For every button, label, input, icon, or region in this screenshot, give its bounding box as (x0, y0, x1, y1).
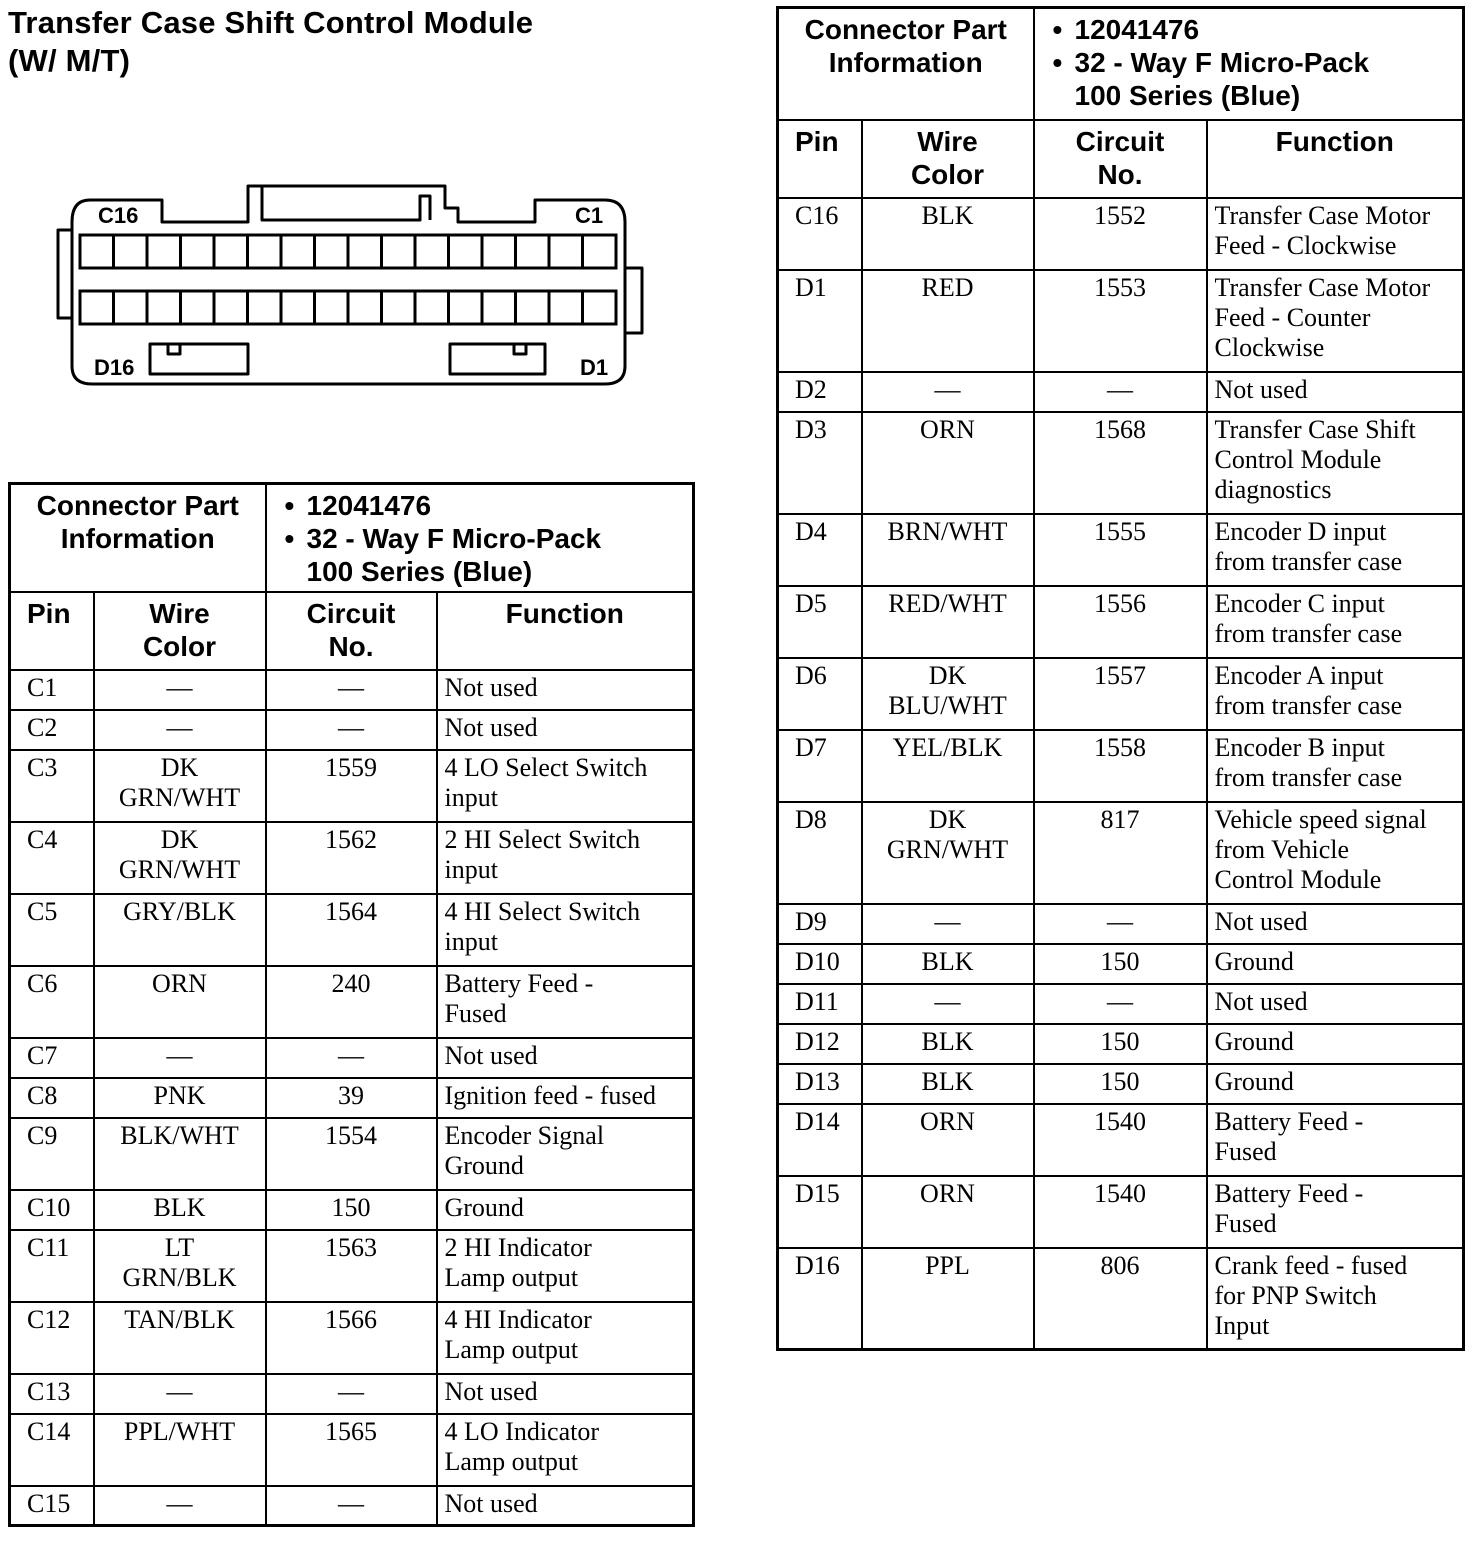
wire-color-cell: — (94, 1038, 266, 1078)
label-d1: D1 (580, 355, 609, 380)
upper-cavity (80, 235, 114, 268)
circuit-cell: 150 (1034, 944, 1207, 984)
circuit-cell: — (266, 1038, 437, 1078)
connector-info-value (266, 484, 694, 592)
function-cell: Encoder B input from transfer case (1207, 730, 1464, 802)
wire-color-cell: DK GRN/WHT (94, 750, 266, 822)
function-cell: Not used (1207, 904, 1464, 944)
table-row (10, 1302, 694, 1374)
circuit-cell: 1562 (266, 822, 437, 894)
function-cell: Not used (437, 1486, 694, 1526)
wire-color-cell: — (862, 984, 1034, 1024)
function-cell: Encoder Signal Ground (437, 1118, 694, 1190)
function-cell: Ignition feed - fused (437, 1078, 694, 1118)
table-row (778, 514, 1464, 586)
function-cell: Not used (437, 670, 694, 710)
pin-cell: D9 (778, 904, 862, 944)
table-row (10, 1190, 694, 1230)
function-cell: Battery Feed - Fused (437, 966, 694, 1038)
upper-cavity (415, 235, 449, 268)
connector-description-1: • 32 - Way F Micro-Pack (307, 522, 693, 555)
wire-color-cell: BLK/WHT (94, 1118, 266, 1190)
wire-color-cell: TAN/BLK (94, 1302, 266, 1374)
pinout-table-left (8, 482, 695, 1527)
wire-color-cell: PNK (94, 1078, 266, 1118)
column-header-function: Function (437, 592, 694, 670)
wire-color-cell: PPL/WHT (94, 1414, 266, 1486)
pin-cell: D14 (778, 1104, 862, 1176)
table-row (778, 802, 1464, 904)
title-line-1: Transfer Case Shift Control Module (8, 5, 534, 40)
circuit-cell: — (266, 1374, 437, 1414)
pin-cell: D4 (778, 514, 862, 586)
wire-color-cell: ORN (862, 412, 1034, 514)
function-cell: Not used (437, 1038, 694, 1078)
lower-cavity (348, 291, 382, 324)
pin-cell: D15 (778, 1176, 862, 1248)
wire-color-cell: — (94, 1374, 266, 1414)
upper-cavity-row (80, 235, 616, 268)
wire-color-cell: RED/WHT (862, 586, 1034, 658)
column-header-pin: Pin (778, 120, 862, 198)
circuit-cell: 1553 (1034, 270, 1207, 372)
pin-cell: C5 (10, 894, 94, 966)
table-row (778, 586, 1464, 658)
circuit-cell: 1556 (1034, 586, 1207, 658)
upper-cavity (181, 235, 215, 268)
connector-description-2: 100 Series (Blue) (1074, 80, 1301, 111)
wire-color-cell: — (94, 670, 266, 710)
circuit-cell: — (1034, 372, 1207, 412)
upper-cavity (281, 235, 315, 268)
table-row (778, 1176, 1464, 1248)
upper-cavity (516, 235, 550, 268)
lower-cavity (114, 291, 148, 324)
pin-cell: C16 (778, 198, 862, 270)
pin-cell: C13 (10, 1374, 94, 1414)
table-row (10, 1118, 694, 1190)
wire-color-cell: BLK (862, 1064, 1034, 1104)
wire-color-cell: RED (862, 270, 1034, 372)
function-cell: 2 HI Select Switch input (437, 822, 694, 894)
table-row (778, 1064, 1464, 1104)
pin-cell: C12 (10, 1302, 94, 1374)
pin-cell: C1 (10, 670, 94, 710)
function-cell: Transfer Case Shift Control Module diagnostics (1207, 412, 1464, 514)
circuit-cell: — (266, 670, 437, 710)
pin-cell: C10 (10, 1190, 94, 1230)
table-row (778, 904, 1464, 944)
function-cell: 4 LO Indicator Lamp output (437, 1414, 694, 1486)
pinout-table-right (776, 6, 1465, 1351)
circuit-cell: — (1034, 984, 1207, 1024)
table-row (10, 966, 694, 1038)
table-row (778, 944, 1464, 984)
wire-color-cell: PPL (862, 1248, 1034, 1350)
pin-cell: C2 (10, 710, 94, 750)
wire-color-cell: BLK (862, 1024, 1034, 1064)
left-side-tab (58, 230, 72, 318)
table-row (10, 750, 694, 822)
wire-color-cell: DK GRN/WHT (862, 802, 1034, 904)
function-cell: Ground (1207, 1064, 1464, 1104)
pin-cell: D10 (778, 944, 862, 984)
function-cell: 2 HI Indicator Lamp output (437, 1230, 694, 1302)
table-row (10, 1374, 694, 1414)
lower-cavity (516, 291, 550, 324)
circuit-cell: 1540 (1034, 1104, 1207, 1176)
pin-cell: D12 (778, 1024, 862, 1064)
table-row (10, 1078, 694, 1118)
wire-color-cell: ORN (862, 1176, 1034, 1248)
circuit-cell: 1568 (1034, 412, 1207, 514)
upper-cavity (147, 235, 181, 268)
pin-cell: C15 (10, 1486, 94, 1526)
table-row (778, 1024, 1464, 1064)
left-table-body (10, 670, 694, 1526)
title-line-2: (W/ M/T) (8, 43, 131, 78)
function-cell: Not used (1207, 984, 1464, 1024)
circuit-cell: 1540 (1034, 1176, 1207, 1248)
pin-cell: C7 (10, 1038, 94, 1078)
connector-info-label: Connector Part Information (10, 484, 266, 592)
function-cell: 4 HI Indicator Lamp output (437, 1302, 694, 1374)
wire-color-cell: GRY/BLK (94, 894, 266, 966)
pin-cell: D16 (778, 1248, 862, 1350)
function-cell: Encoder D input from transfer case (1207, 514, 1464, 586)
lower-cavity (147, 291, 181, 324)
circuit-cell: 150 (1034, 1024, 1207, 1064)
function-cell: Ground (1207, 944, 1464, 984)
function-cell: Crank feed - fused for PNP Switch Input (1207, 1248, 1464, 1350)
pin-cell: D2 (778, 372, 862, 412)
function-cell: 4 LO Select Switch input (437, 750, 694, 822)
upper-cavity (315, 235, 349, 268)
circuit-cell: — (1034, 904, 1207, 944)
function-cell: Not used (437, 710, 694, 750)
part-number: • 12041476 (307, 489, 693, 522)
table-row (778, 372, 1464, 412)
circuit-cell: 150 (266, 1190, 437, 1230)
connector-description-1: • 32 - Way F Micro-Pack (1075, 46, 1463, 79)
wire-color-cell: ORN (862, 1104, 1034, 1176)
wire-color-cell: DK GRN/WHT (94, 822, 266, 894)
label-d16: D16 (94, 355, 135, 380)
circuit-cell: 39 (266, 1078, 437, 1118)
table-row (778, 658, 1464, 730)
function-cell: Not used (1207, 372, 1464, 412)
upper-cavity (348, 235, 382, 268)
pin-cell: D6 (778, 658, 862, 730)
column-header-function: Function (1207, 120, 1464, 198)
connector-info-label: Connector Part Information (778, 8, 1034, 120)
wire-color-cell: — (94, 1486, 266, 1526)
upper-cavity (114, 235, 148, 268)
table-row (10, 1414, 694, 1486)
function-cell: Battery Feed - Fused (1207, 1104, 1464, 1176)
wire-color-cell: — (862, 372, 1034, 412)
upper-cavity (248, 235, 282, 268)
connector-housing-outline (72, 186, 625, 384)
circuit-cell: 1564 (266, 894, 437, 966)
lower-cavity (181, 291, 215, 324)
table-row (10, 1230, 694, 1302)
function-cell: Ground (437, 1190, 694, 1230)
table-row (778, 730, 1464, 802)
circuit-cell: 817 (1034, 802, 1207, 904)
circuit-cell: 1557 (1034, 658, 1207, 730)
table-row (778, 984, 1464, 1024)
circuit-cell: 1555 (1034, 514, 1207, 586)
circuit-cell: 1563 (266, 1230, 437, 1302)
pin-cell: C8 (10, 1078, 94, 1118)
bottom-key-right (450, 344, 545, 374)
column-header-circuit: Circuit No. (1034, 120, 1207, 198)
lower-cavity (281, 291, 315, 324)
pin-cell: D5 (778, 586, 862, 658)
wire-color-cell: BLK (862, 198, 1034, 270)
lower-cavity (80, 291, 114, 324)
table-row (778, 412, 1464, 514)
pin-cell: D8 (778, 802, 862, 904)
upper-cavity (549, 235, 583, 268)
table-row (778, 270, 1464, 372)
label-c1: C1 (575, 203, 604, 228)
table-row (778, 198, 1464, 270)
table-row (10, 1486, 694, 1526)
connector-description-2: 100 Series (Blue) (306, 556, 533, 587)
upper-cavity (482, 235, 516, 268)
wire-color-cell: BRN/WHT (862, 514, 1034, 586)
pin-cell: C11 (10, 1230, 94, 1302)
function-cell: Not used (437, 1374, 694, 1414)
table-row (778, 1104, 1464, 1176)
pin-cell: C6 (10, 966, 94, 1038)
column-header-wire-color: Wire Color (862, 120, 1034, 198)
page-title (8, 4, 708, 80)
upper-cavity (382, 235, 416, 268)
lower-cavity (214, 291, 248, 324)
lower-cavity (415, 291, 449, 324)
circuit-cell: 1559 (266, 750, 437, 822)
wire-color-cell: — (862, 904, 1034, 944)
upper-cavity (583, 235, 617, 268)
right-side-tab (625, 268, 642, 333)
upper-cavity (214, 235, 248, 268)
table-row (10, 1038, 694, 1078)
lower-cavity (315, 291, 349, 324)
pin-cell: D13 (778, 1064, 862, 1104)
pin-cell: C9 (10, 1118, 94, 1190)
circuit-cell: 1558 (1034, 730, 1207, 802)
function-cell: Encoder A input from transfer case (1207, 658, 1464, 730)
wire-color-cell: BLK (862, 944, 1034, 984)
circuit-cell: — (266, 710, 437, 750)
function-cell: Battery Feed - Fused (1207, 1176, 1464, 1248)
table-row (10, 670, 694, 710)
center-latch (262, 186, 430, 220)
pin-cell: D3 (778, 412, 862, 514)
column-header-wire-color: Wire Color (94, 592, 266, 670)
pin-cell: D7 (778, 730, 862, 802)
label-c16: C16 (98, 203, 139, 228)
wire-color-cell: YEL/BLK (862, 730, 1034, 802)
function-cell: Vehicle speed signal from Vehicle Control Module (1207, 802, 1464, 904)
circuit-cell: 150 (1034, 1064, 1207, 1104)
circuit-cell: 1554 (266, 1118, 437, 1190)
circuit-cell: 1552 (1034, 198, 1207, 270)
connector-face-diagram (50, 178, 650, 393)
connector-info-value (1034, 8, 1464, 120)
circuit-cell: 1566 (266, 1302, 437, 1374)
wire-color-cell: LT GRN/BLK (94, 1230, 266, 1302)
pin-cell: D1 (778, 270, 862, 372)
lower-cavity (583, 291, 617, 324)
pin-cell: C4 (10, 822, 94, 894)
lower-cavity-row (80, 291, 616, 324)
circuit-cell: 240 (266, 966, 437, 1038)
function-cell: Ground (1207, 1024, 1464, 1064)
lower-cavity (449, 291, 483, 324)
column-header-pin: Pin (10, 592, 94, 670)
table-row (10, 822, 694, 894)
wire-color-cell: — (94, 710, 266, 750)
lower-cavity (382, 291, 416, 324)
circuit-cell: — (266, 1486, 437, 1526)
lower-cavity (482, 291, 516, 324)
lower-cavity (248, 291, 282, 324)
lower-cavity (549, 291, 583, 324)
column-header-circuit: Circuit No. (266, 592, 437, 670)
bottom-key-left (150, 344, 248, 374)
table-row (778, 1248, 1464, 1350)
pin-cell: C3 (10, 750, 94, 822)
part-number: • 12041476 (1075, 13, 1463, 46)
wire-color-cell: ORN (94, 966, 266, 1038)
pin-cell: D11 (778, 984, 862, 1024)
function-cell: Encoder C input from transfer case (1207, 586, 1464, 658)
wire-color-cell: DK BLU/WHT (862, 658, 1034, 730)
function-cell: 4 HI Select Switch input (437, 894, 694, 966)
function-cell: Transfer Case Motor Feed - Clockwise (1207, 198, 1464, 270)
function-cell: Transfer Case Motor Feed - Counter Clockwise (1207, 270, 1464, 372)
table-row (10, 710, 694, 750)
pin-cell: C14 (10, 1414, 94, 1486)
wire-color-cell: BLK (94, 1190, 266, 1230)
circuit-cell: 806 (1034, 1248, 1207, 1350)
upper-cavity (449, 235, 483, 268)
table-row (10, 894, 694, 966)
right-table-body (778, 198, 1464, 1350)
circuit-cell: 1565 (266, 1414, 437, 1486)
